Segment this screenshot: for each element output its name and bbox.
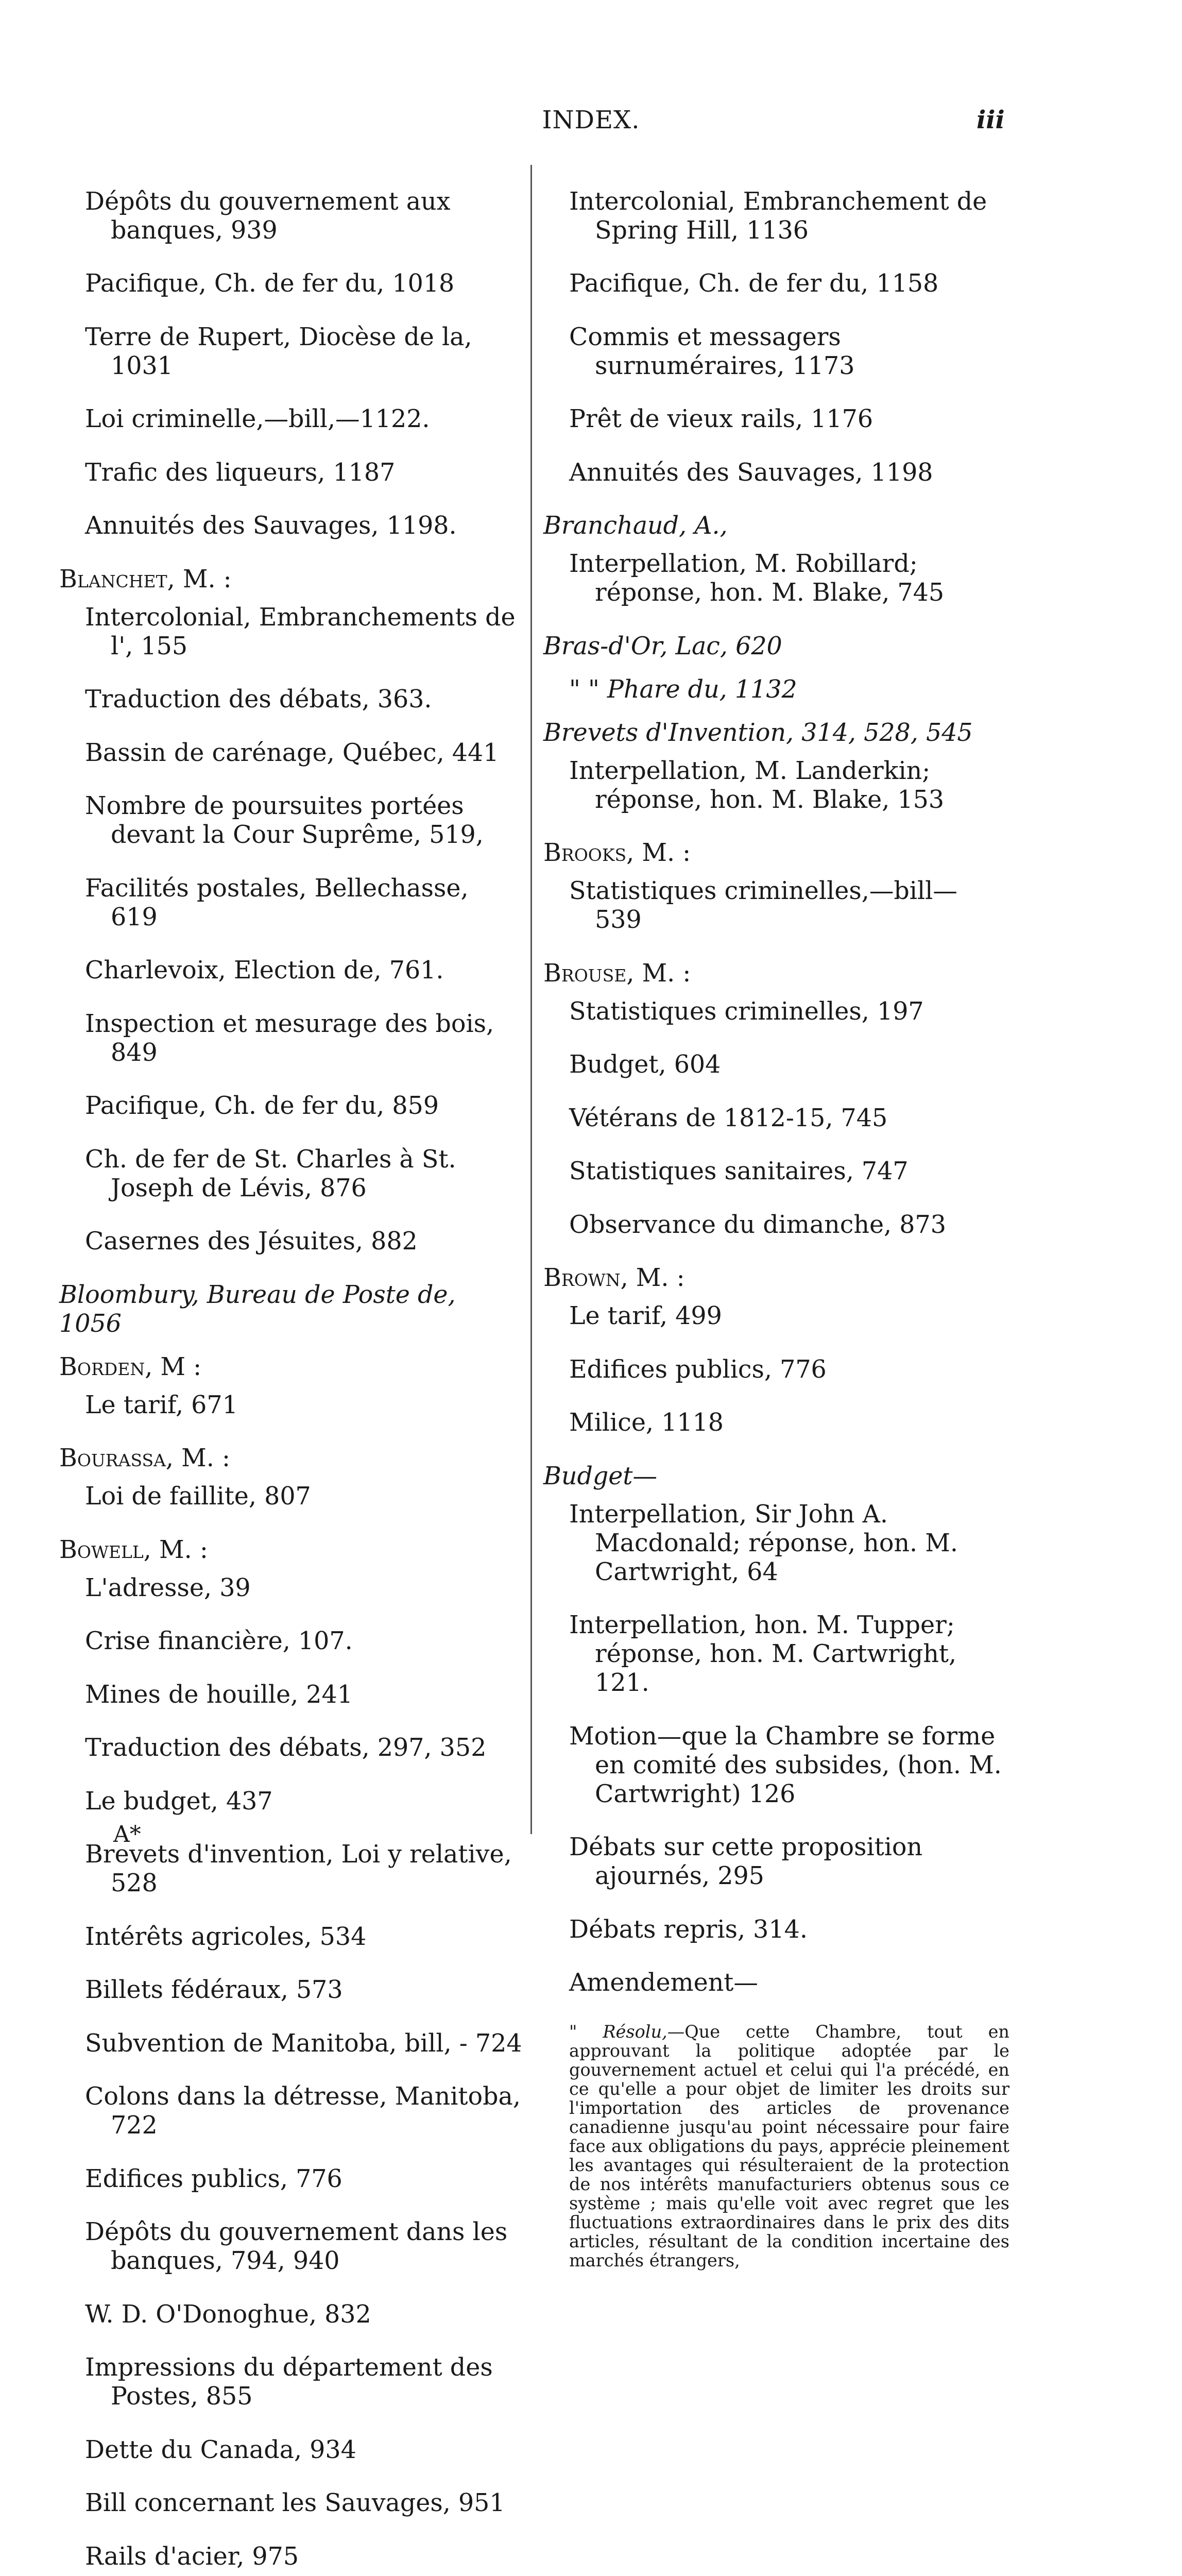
- index-item: Bill concernant les Sauvages, 951: [85, 2489, 523, 2518]
- index-item: Pacifique, Ch. de fer du, 859: [85, 1092, 523, 1121]
- index-item: Interpellation, hon. M. Tupper; réponse, hon. M. Cartwright, 121.: [569, 1611, 1009, 1698]
- index-entry-budget: [543, 1462, 1009, 1998]
- index-item: Intérêts agricoles, 534: [85, 1923, 523, 1952]
- left-column: [59, 163, 523, 2576]
- page-number: iii: [977, 106, 1005, 134]
- right-continuation: [543, 188, 1009, 487]
- index-item: Interpellation, M. Robillard; réponse, hon. M. Blake, 745: [569, 550, 1009, 607]
- index-item: W. D. O'Donoghue, 832: [85, 2300, 523, 2329]
- quote-lead: " Résolu,: [569, 2022, 667, 2042]
- index-entry-brouse: [543, 959, 1009, 1240]
- entry-heading: Brevets d'Invention, 314, 528, 545: [543, 719, 1009, 748]
- index-item: Rails d'acier, 975: [85, 2543, 523, 2571]
- index-item: Mines de houille, 241: [85, 1681, 523, 1709]
- index-item: Colons dans la détresse, Manitoba, 722: [85, 2082, 523, 2140]
- index-item: Statistiques sanitaires, 747: [569, 1157, 1009, 1186]
- index-item: Le tarif, 499: [569, 1302, 1009, 1331]
- index-item: Vétérans de 1812-15, 745: [569, 1104, 1009, 1133]
- index-entry-brooks: [543, 839, 1009, 935]
- entry-heading: Bowell, M. :: [59, 1536, 208, 1564]
- entry-heading: Blanchet, M. :: [59, 565, 232, 594]
- entry-heading: Budget—: [543, 1462, 1009, 1491]
- index-entry-branchaud: [543, 512, 1009, 607]
- index-item: Débats repris, 314.: [569, 1916, 1009, 1944]
- index-item: Inspection et mesurage des bois, 849: [85, 1010, 523, 1067]
- index-item: Interpellation, Sir John A. Macdonald; réponse, hon. M. Cartwright, 64: [569, 1500, 1009, 1587]
- entry-heading: Brown, M. :: [543, 1264, 685, 1292]
- index-item: Le tarif, 671: [85, 1391, 523, 1420]
- index-entry-bras-dor-phare: [543, 675, 1009, 704]
- index-entry-borden: [59, 1353, 523, 1420]
- index-item: Intercolonial, Embranchements de l', 155: [85, 603, 523, 661]
- index-item: Interpellation, M. Landerkin; réponse, hon. M. Blake, 153: [569, 757, 1009, 815]
- index-item: Edifices publics, 776: [85, 2165, 523, 2194]
- index-item: Pacifique, Ch. de fer du, 1018: [85, 269, 523, 298]
- index-item: Edifices publics, 776: [569, 1355, 1009, 1384]
- index-item: Charlevoix, Election de, 761.: [85, 956, 523, 985]
- index-entry-brevets: [543, 719, 1009, 815]
- index-item: Pacifique, Ch. de fer du, 1158: [569, 269, 1009, 298]
- index-item: Bassin de carénage, Québec, 441: [85, 739, 523, 768]
- index-item: Trafic des liqueurs, 1187: [85, 459, 523, 487]
- index-entry-blanchet: [59, 565, 523, 1257]
- index-item: Nombre de poursuites portées devant la Cour Suprême, 519,: [85, 792, 523, 850]
- right-column: [543, 163, 1009, 2287]
- index-entry-bowell: [59, 1536, 523, 2576]
- index-item: Impressions du département des Postes, 855: [85, 2353, 523, 2411]
- resolution-quote: [569, 2022, 1009, 2270]
- column-divider: [530, 165, 532, 1834]
- index-item: Dépôts du gouvernement aux banques, 939: [85, 188, 523, 245]
- entry-heading: Bras-d'Or, Lac, 620: [543, 632, 1009, 661]
- entry-heading: Bourassa, M. :: [59, 1444, 230, 1472]
- index-item: Commis et messagers surnuméraires, 1173: [569, 323, 1009, 381]
- signature-mark: A*: [113, 1821, 141, 1848]
- index-item: Statistiques criminelles,—bill— 539: [569, 877, 1009, 935]
- entry-heading: Brouse, M. :: [543, 959, 691, 988]
- index-entry-brown: [543, 1264, 1009, 1437]
- index-item: Loi de faillite, 807: [85, 1482, 523, 1511]
- index-item: Facilités postales, Bellechasse, 619: [85, 874, 523, 932]
- index-item: Prêt de vieux rails, 1176: [569, 405, 1009, 434]
- entry-heading: Brooks, M. :: [543, 839, 691, 867]
- index-item: Brevets d'invention, Loi y relative, 528: [85, 1840, 523, 1898]
- index-item: Dépôts du gouvernement dans les banques, 794, 940: [85, 2218, 523, 2276]
- index-item: Budget, 604: [569, 1050, 1009, 1079]
- index-entry-bloombury: [59, 1281, 523, 1338]
- entry-heading: Bloombury, Bureau de Poste de, 1056: [59, 1281, 523, 1338]
- index-item: Annuités des Sauvages, 1198: [569, 459, 1009, 487]
- index-item: Débats sur cette proposition ajournés, 295: [569, 1833, 1009, 1891]
- index-item: Ch. de fer de St. Charles à St. Joseph de Lévis, 876: [85, 1145, 523, 1203]
- index-item: Statistiques criminelles, 197: [569, 997, 1009, 1026]
- index-entry-bras-dor: [543, 632, 1009, 661]
- index-item: Casernes des Jésuites, 882: [85, 1227, 523, 1256]
- index-item: Loi criminelle,—bill,—1122.: [85, 405, 523, 434]
- index-entry-bourassa: [59, 1444, 523, 1511]
- page-title: INDEX.: [0, 106, 1182, 134]
- entry-heading: Branchaud, A.,: [543, 512, 1009, 540]
- entry-heading: Borden, M :: [59, 1353, 201, 1381]
- index-item: Traduction des débats, 297, 352: [85, 1734, 523, 1762]
- entry-heading: " " Phare du, 1132: [543, 675, 1009, 704]
- index-item: Dette du Canada, 934: [85, 2436, 523, 2465]
- index-item: Observance du dimanche, 873: [569, 1211, 1009, 1240]
- index-item: Le budget, 437: [85, 1787, 523, 1816]
- quote-text: —Que cette Chambre, tout en approuvant la politique adoptée par le gouvernement actuel et celui qui l'a précédé, en ce qu'elle a pour objet de limiter les droits sur l'importation des articles de provenance canadienne jusqu'au point nécessaire pour faire face aux obligations du pays, apprécie pleinement les avantages qui résulteraient de la protection de nos intérêts manufacturiers obtenus sous ce système ; mais qu'elle voit avec regret que les fluctuations extraordinaires dans le prix des dits articles, résultant de la condition incertaine des marchés étrangers,: [569, 2022, 1009, 2270]
- index-item: Milice, 1118: [569, 1409, 1009, 1437]
- index-item: Amendement—: [569, 1969, 1009, 1997]
- index-item: Traduction des débats, 363.: [85, 685, 523, 714]
- index-item: Billets fédéraux, 573: [85, 1976, 523, 2005]
- index-item: Subvention de Manitoba, bill, - 724: [85, 2029, 523, 2058]
- index-item: Motion—que la Chambre se forme en comité des subsides, (hon. M. Cartwright) 126: [569, 1722, 1009, 1809]
- left-continuation: [59, 188, 523, 541]
- index-item: Intercolonial, Embranchement de Spring Hill, 1136: [569, 188, 1009, 245]
- index-item: Annuités des Sauvages, 1198.: [85, 512, 523, 540]
- index-item: Terre de Rupert, Diocèse de la, 1031: [85, 323, 523, 381]
- index-item: L'adresse, 39: [85, 1574, 523, 1603]
- index-item: Crise financière, 107.: [85, 1627, 523, 1656]
